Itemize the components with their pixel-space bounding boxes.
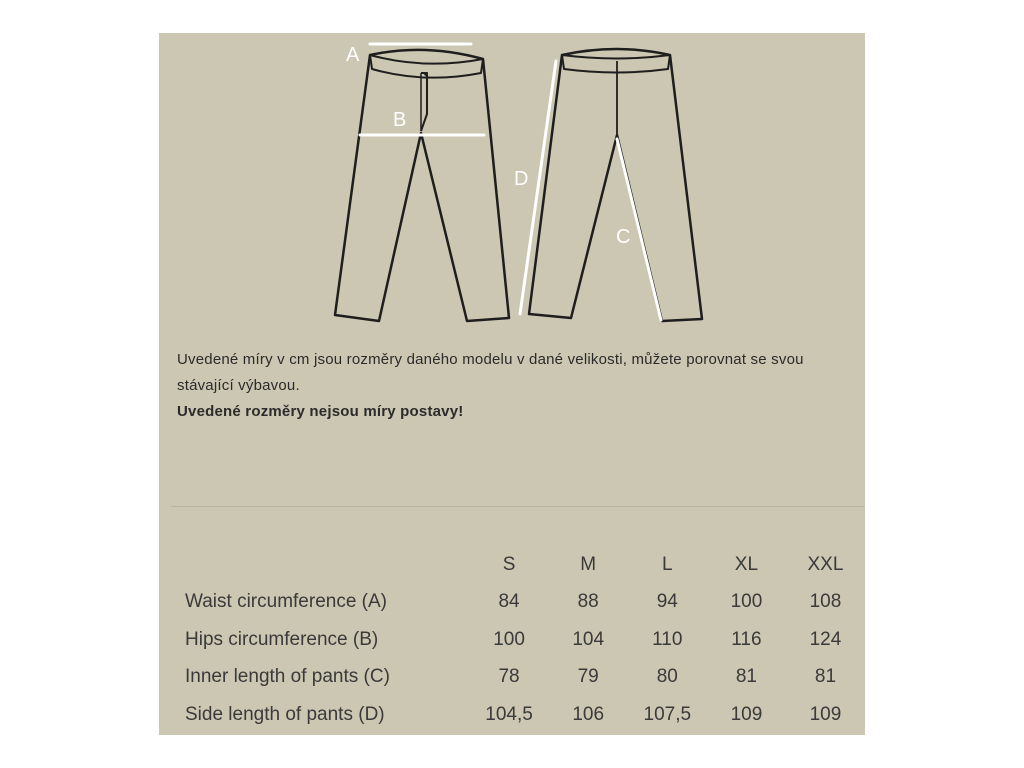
size-table: [177, 546, 865, 734]
table-cell: 79: [577, 666, 599, 688]
table-cell: 100: [730, 591, 763, 613]
row-label: Waist circumference (A): [185, 591, 387, 613]
divider: [171, 506, 865, 507]
row-label: Inner length of pants (C): [185, 666, 390, 688]
label-d: D: [514, 168, 529, 190]
table-cell: 108: [809, 591, 842, 613]
table-cell: 124: [809, 628, 842, 650]
table-row: [177, 584, 865, 622]
front-outline: [335, 50, 509, 321]
size-header: M: [580, 553, 597, 575]
size-header: XL: [734, 553, 759, 575]
front-fly: [421, 73, 427, 131]
row-label: Hips circumference (B): [185, 628, 379, 650]
note-warning: Uvedené rozměry nejsou míry postavy!: [177, 403, 464, 420]
table-cell: 106: [572, 703, 605, 725]
label-b: B: [393, 109, 407, 131]
back-outline: [529, 49, 702, 321]
table-cell: 104: [572, 628, 605, 650]
pants-measurement-diagram: [159, 33, 865, 363]
table-cell: 110: [652, 628, 683, 650]
table-cell: 81: [735, 666, 757, 688]
table-cell: 109: [730, 703, 763, 725]
label-c: C: [616, 226, 631, 248]
measurement-lines: [360, 44, 661, 320]
back-waistband: [562, 55, 670, 73]
table-cell: 80: [656, 666, 678, 688]
table-cell: 78: [498, 666, 520, 688]
pants-front-view: [335, 50, 509, 321]
size-header: XXL: [807, 553, 844, 575]
table-cell: 81: [814, 666, 837, 688]
table-row: [177, 696, 865, 734]
size-header: L: [662, 553, 673, 575]
table-cell: 104,5: [485, 703, 533, 725]
table-cell: 84: [498, 591, 520, 613]
table-cell: 94: [656, 591, 678, 613]
note-text: Uvedené míry v cm jsou rozměry daného modelu v dané velikosti, můžete porovnat se svou stávající výbavou.: [177, 351, 804, 394]
measurement-note: [177, 347, 857, 425]
table-cell: 116: [731, 628, 762, 650]
table-cell: 107,5: [643, 703, 692, 725]
pants-back-view: [529, 49, 702, 321]
table-row: [177, 621, 865, 659]
size-header: S: [502, 553, 516, 575]
table-cell: 88: [577, 591, 599, 613]
table-cell: 100: [493, 628, 525, 650]
size-header-row: [177, 546, 865, 584]
front-button: [424, 72, 428, 76]
label-a: A: [346, 44, 360, 66]
row-label: Side length of pants (D): [185, 703, 385, 725]
header-spacer: [177, 546, 469, 584]
table-row: [177, 659, 865, 697]
size-chart-panel: [159, 33, 865, 735]
table-cell: 109: [809, 703, 842, 725]
